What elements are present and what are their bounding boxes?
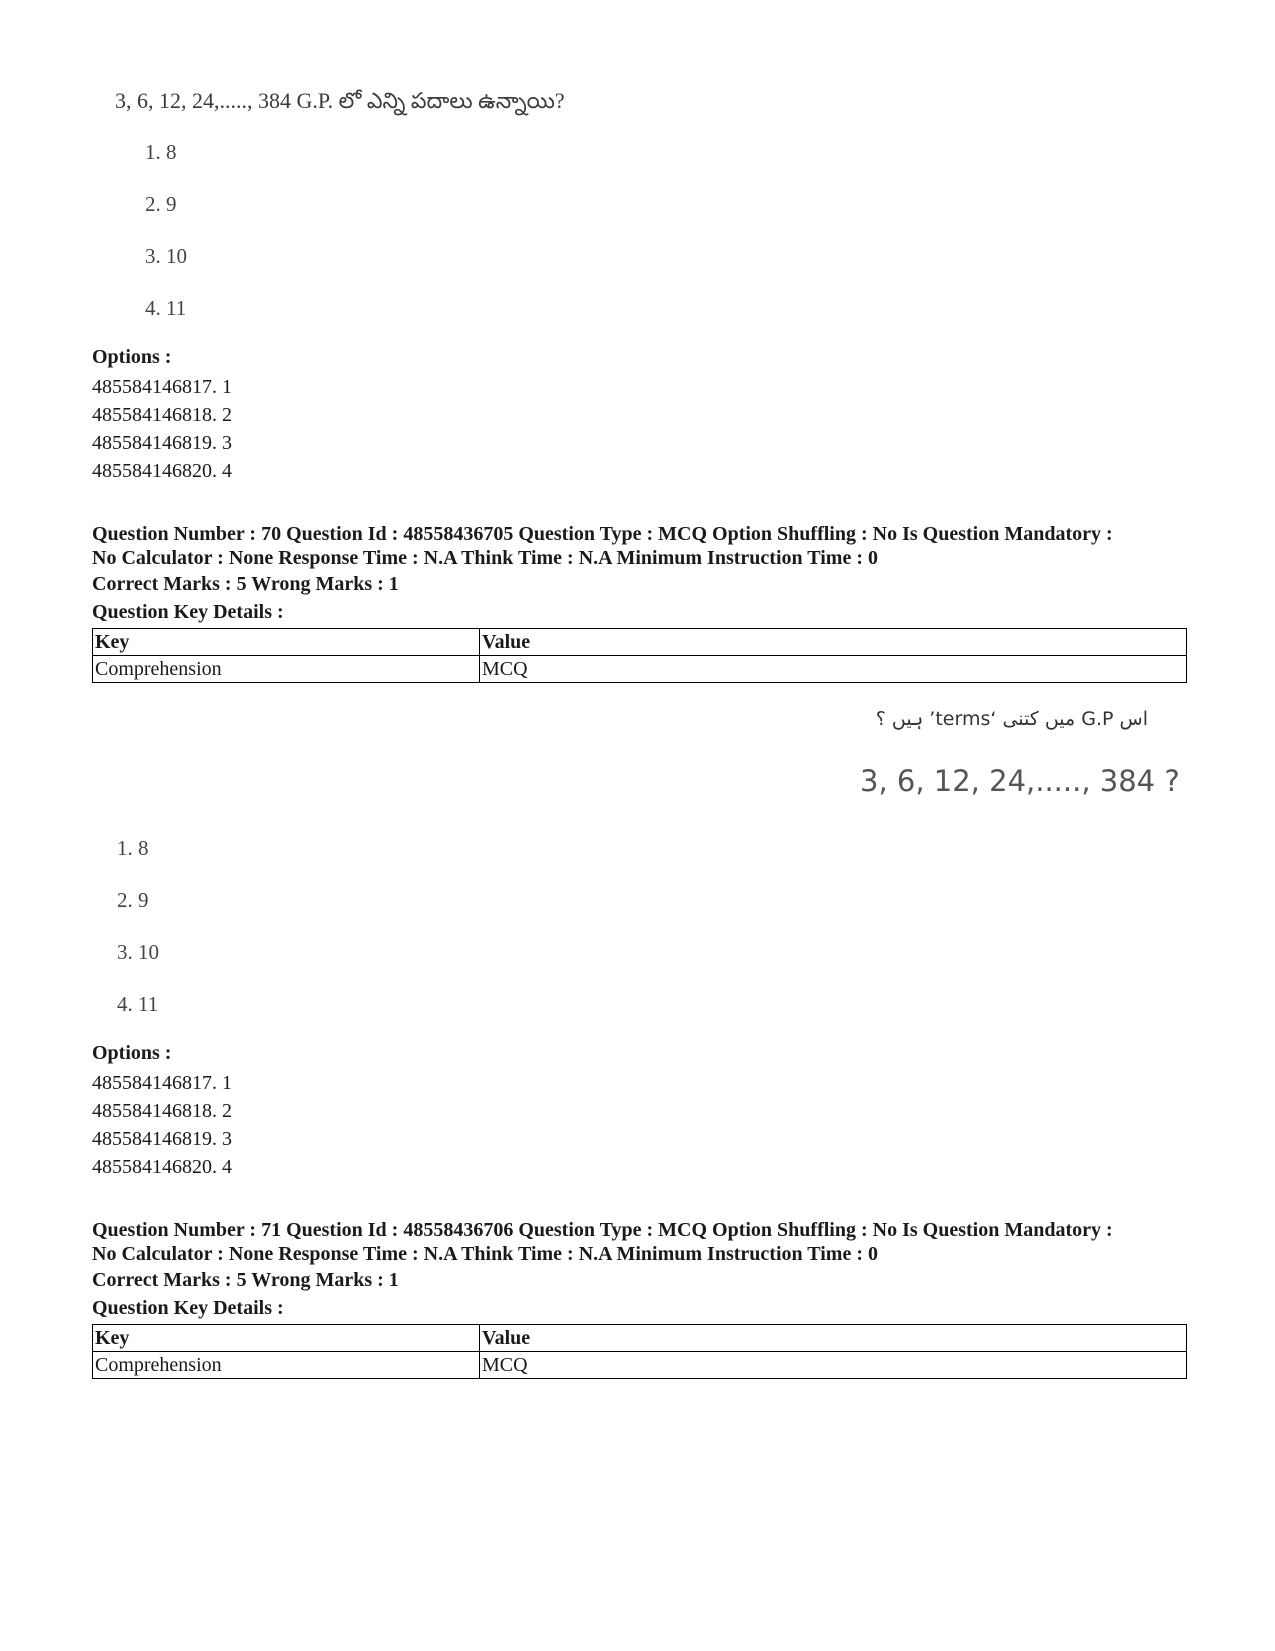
choice-1: 1. 8 [145, 140, 177, 164]
option-item: 485584146817. 1 [92, 1072, 232, 1094]
option-item: 485584146819. 3 [92, 1128, 232, 1150]
key-details-table [92, 1324, 1187, 1379]
options-list [92, 1069, 232, 1181]
options-list [92, 373, 232, 485]
choice-1: 1. 8 [117, 836, 149, 860]
choice-3: 3. 10 [145, 244, 187, 268]
choice-4: 4. 11 [117, 992, 159, 1016]
table-row [93, 1352, 1187, 1379]
question-meta-line: No Calculator : None Response Time : N.A Think Time : N.A Minimum Instruction Time : 0 [92, 1243, 878, 1265]
question-text-urdu: اس G.P میں کتنی ‘terms’ ہیں ؟ [875, 708, 1148, 730]
option-item: 485584146819. 3 [92, 432, 232, 454]
key-details-label: Question Key Details : [92, 601, 284, 623]
option-item: 485584146818. 2 [92, 404, 232, 426]
option-item: 485584146818. 2 [92, 1100, 232, 1122]
choice-4: 4. 11 [145, 296, 187, 320]
choice-2: 2. 9 [145, 192, 177, 216]
table-header-key: Key [93, 1325, 480, 1352]
question-text: 3, 6, 12, 24,....., 384 G.P. లో ఎన్ని పదాలు ఉన్నాయి? [115, 88, 565, 113]
table-header-key: Key [93, 629, 480, 656]
table-cell-key: Comprehension [93, 1352, 480, 1379]
table-header-row [93, 1325, 1187, 1352]
table-row [93, 656, 1187, 683]
option-item: 485584146817. 1 [92, 376, 232, 398]
table-cell-value: MCQ [480, 1352, 1187, 1379]
choice-2: 2. 9 [117, 888, 149, 912]
marks-line: Correct Marks : 5 Wrong Marks : 1 [92, 1269, 399, 1291]
key-details-label: Question Key Details : [92, 1297, 284, 1319]
option-item: 485584146820. 4 [92, 460, 232, 482]
table-header-value: Value [480, 629, 1187, 656]
table-header-value: Value [480, 1325, 1187, 1352]
question-meta-line: No Calculator : None Response Time : N.A Think Time : N.A Minimum Instruction Time : 0 [92, 547, 878, 569]
table-cell-value: MCQ [480, 656, 1187, 683]
marks-line: Correct Marks : 5 Wrong Marks : 1 [92, 573, 399, 595]
question-meta [92, 522, 1192, 570]
question-meta-line: Question Number : 70 Question Id : 48558436705 Question Type : MCQ Option Shuffling : No Is Question Mandatory : [92, 523, 1113, 545]
question-sequence: 3, 6, 12, 24,....., 384 ? [860, 764, 1180, 798]
question-meta [92, 1218, 1192, 1266]
table-header-row [93, 629, 1187, 656]
options-label: Options : [92, 346, 172, 368]
question-meta-line: Question Number : 71 Question Id : 48558436706 Question Type : MCQ Option Shuffling : No Is Question Mandatory : [92, 1219, 1113, 1241]
table-cell-key: Comprehension [93, 656, 480, 683]
choice-3: 3. 10 [117, 940, 159, 964]
option-item: 485584146820. 4 [92, 1156, 232, 1178]
key-details-table [92, 628, 1187, 683]
options-label: Options : [92, 1042, 172, 1064]
